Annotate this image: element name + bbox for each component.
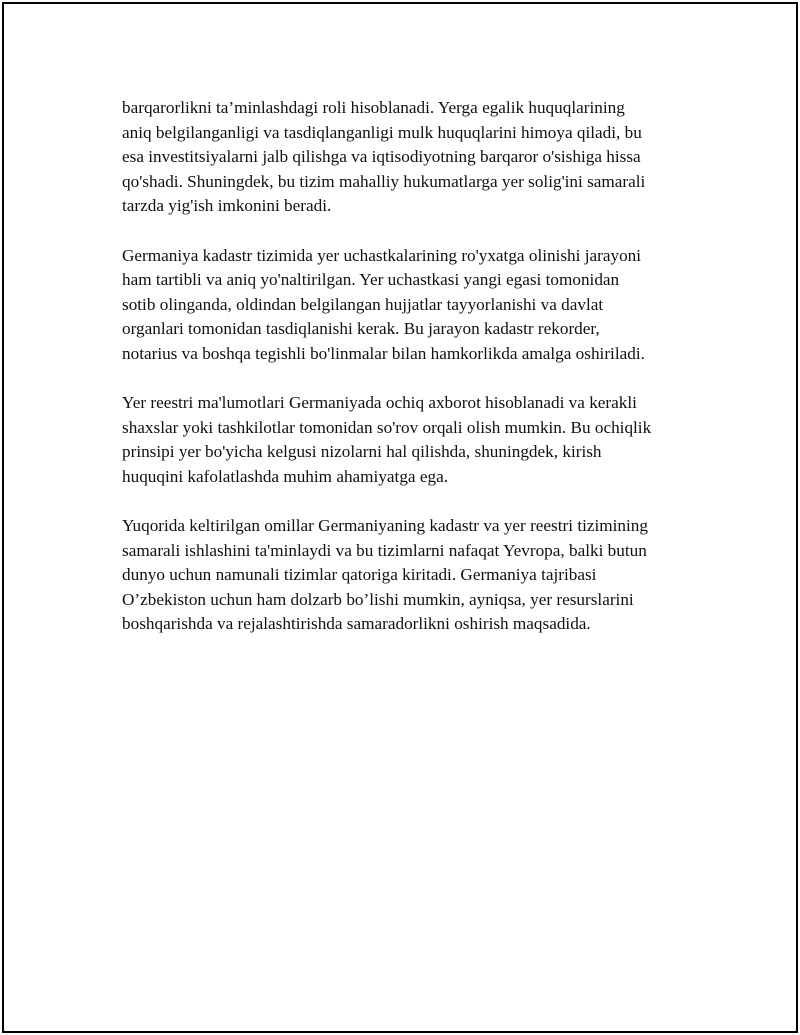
document-body: [122, 96, 702, 662]
paragraph: Yer reestri ma'lumotlari Germaniyada ochiq axborot hisoblanadi va kerakli shaxslar yoki tashkilotlar tomonidan so'rov orqali olish mumkin. Bu ochiqlik prinsipi yer bo'yicha kelgusi nizolarni hal qilishda, shuningdek, kirish huquqini kafolatlashda muhim ahamiyatga ega.: [122, 393, 652, 486]
paragraph: Yuqorida keltirilgan omillar Germaniyaning kadastr va yer reestri tizimining samarali ishlashini ta'minlaydi va bu tizimlarni nafaqat Yevropa, balki butun dunyo uchun namunali tizimlar qatoriga kiritadi. Germaniya tajribasi O’zbekiston uchun ham dolzarb bo’lishi mumkin, ayniqsa, yer resurslarini boshqarishda va rejalashtirishda samaradorlikni oshirish maqsadida.: [122, 516, 648, 634]
paragraph: barqarorlikni ta’minlashdagi roli hisoblanadi. Yerga egalik huquqlarining aniq belgilanganligi va tasdiqlanganligi mulk huquqlarini himoya qiladi, bu esa investitsiyalarni jalb qilishga va iqtisodiyotning barqaror o'sishiga hissa qo'shadi. Shuningdek, bu tizim mahalliy hukumatlarga yer solig'ini samarali tarzda yig'ish imkonini beradi.: [122, 98, 646, 216]
page-frame: [2, 2, 798, 1033]
paragraph: Germaniya kadastr tizimida yer uchastkalarining ro'yxatga olinishi jarayoni ham tartibli va aniq yo'naltirilgan. Yer uchastkasi yangi egasi tomonidan sotib olinganda, oldindan belgilangan hujjatlar tayyorlanishi va davlat organlari tomonidan tasdiqlanishi kerak. Bu jarayon kadastr rekorder, notarius va boshqa tegishli bo'linmalar bilan hamkorlikda amalga oshiriladi.: [122, 245, 645, 363]
